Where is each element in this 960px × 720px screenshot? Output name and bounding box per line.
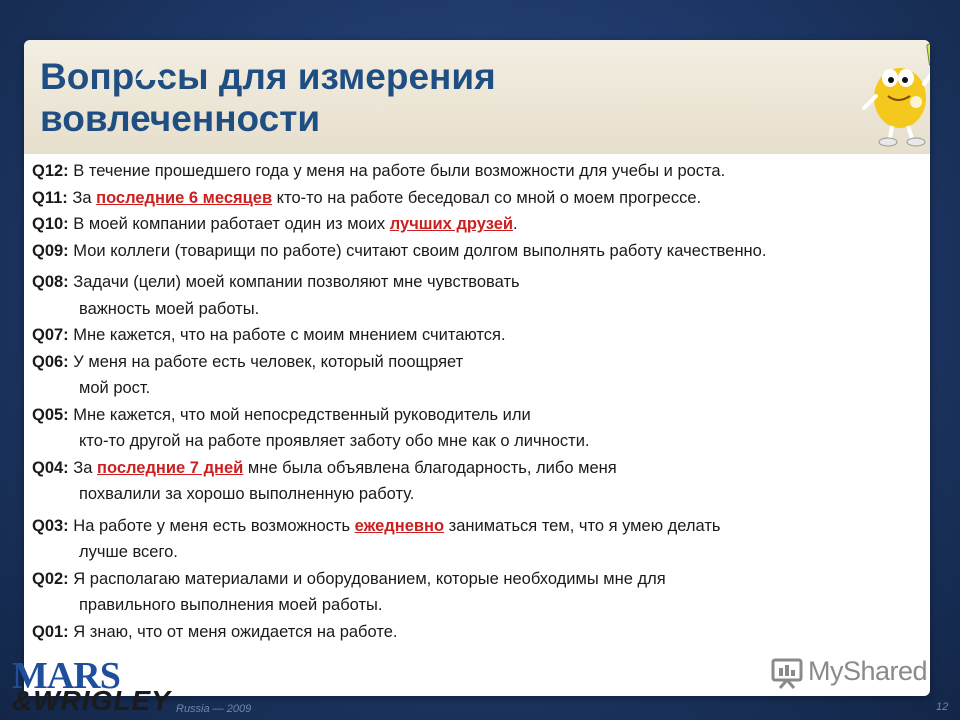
question-list [32,158,922,645]
highlight-text: последние 7 дней [97,458,244,477]
question-q10: Q10: В моей компании работает один из моих лучших друзей. [32,215,518,233]
watermark-text: MyShared [808,656,928,686]
highlight-text: последние 6 месяцев [96,188,273,207]
footer-text: Russia — 2009 [176,703,252,715]
myshared-watermark [768,654,928,694]
highlight-text: ежедневно [354,516,445,535]
question-q08: Q08: Задачи (цели) моей компании позволяют мне чувствовать важность моей работы. [32,273,520,318]
logo-wrigley: &WRIGLEY [12,685,171,716]
page-number: 12 [936,701,949,713]
question-q07: Q07: Мне кажется, что на работе с моим мнением считаются. [32,326,506,344]
presentation-icon [770,656,804,690]
header-notch [136,60,164,80]
question-q05: Q05: Мне кажется, что мой непосредственный руководитель или кто-то другой на работе проявляет заботу обо мне как о личности. [32,405,590,450]
question-q02: Q02: Я располагаю материалами и оборудованием, которые необходимы мне для правильного выполнения моей работы. [32,569,666,614]
mm-mascot-icon [860,40,930,152]
question-q06: Q06: У меня на работе есть человек, который поощряет мой рост. [32,352,464,397]
highlight-text: лучших друзей [389,215,514,233]
logo-mars: MARS [12,655,120,697]
slide-card [24,40,930,696]
question-q04: Q04: За последние 7 дней мне была объявлена благодарность, либо меня похвалили за хорошо выполненную работу. [32,458,617,503]
question-q09: Q09: Мои коллеги (товарищи по работе) считают своим долгом выполнять работу качественно. [32,241,767,260]
slide-header [24,40,930,154]
question-q03: Q03: На работе у меня есть возможность ежедневно заниматься тем, что я умею делать лучше всего. [32,516,721,561]
slide-title: Вопросы для измерения вовлеченности [40,56,496,139]
question-q01: Q01: Я знаю, что от меня ожидается на работе. [32,622,398,641]
question-q12: Q12: В течение прошедшего года у меня на работе были возможности для учебы и роста. [32,162,726,180]
question-q11: Q11: За последние 6 месяцев кто-то на работе беседовал со мной о моем прогрессе. [32,188,702,207]
